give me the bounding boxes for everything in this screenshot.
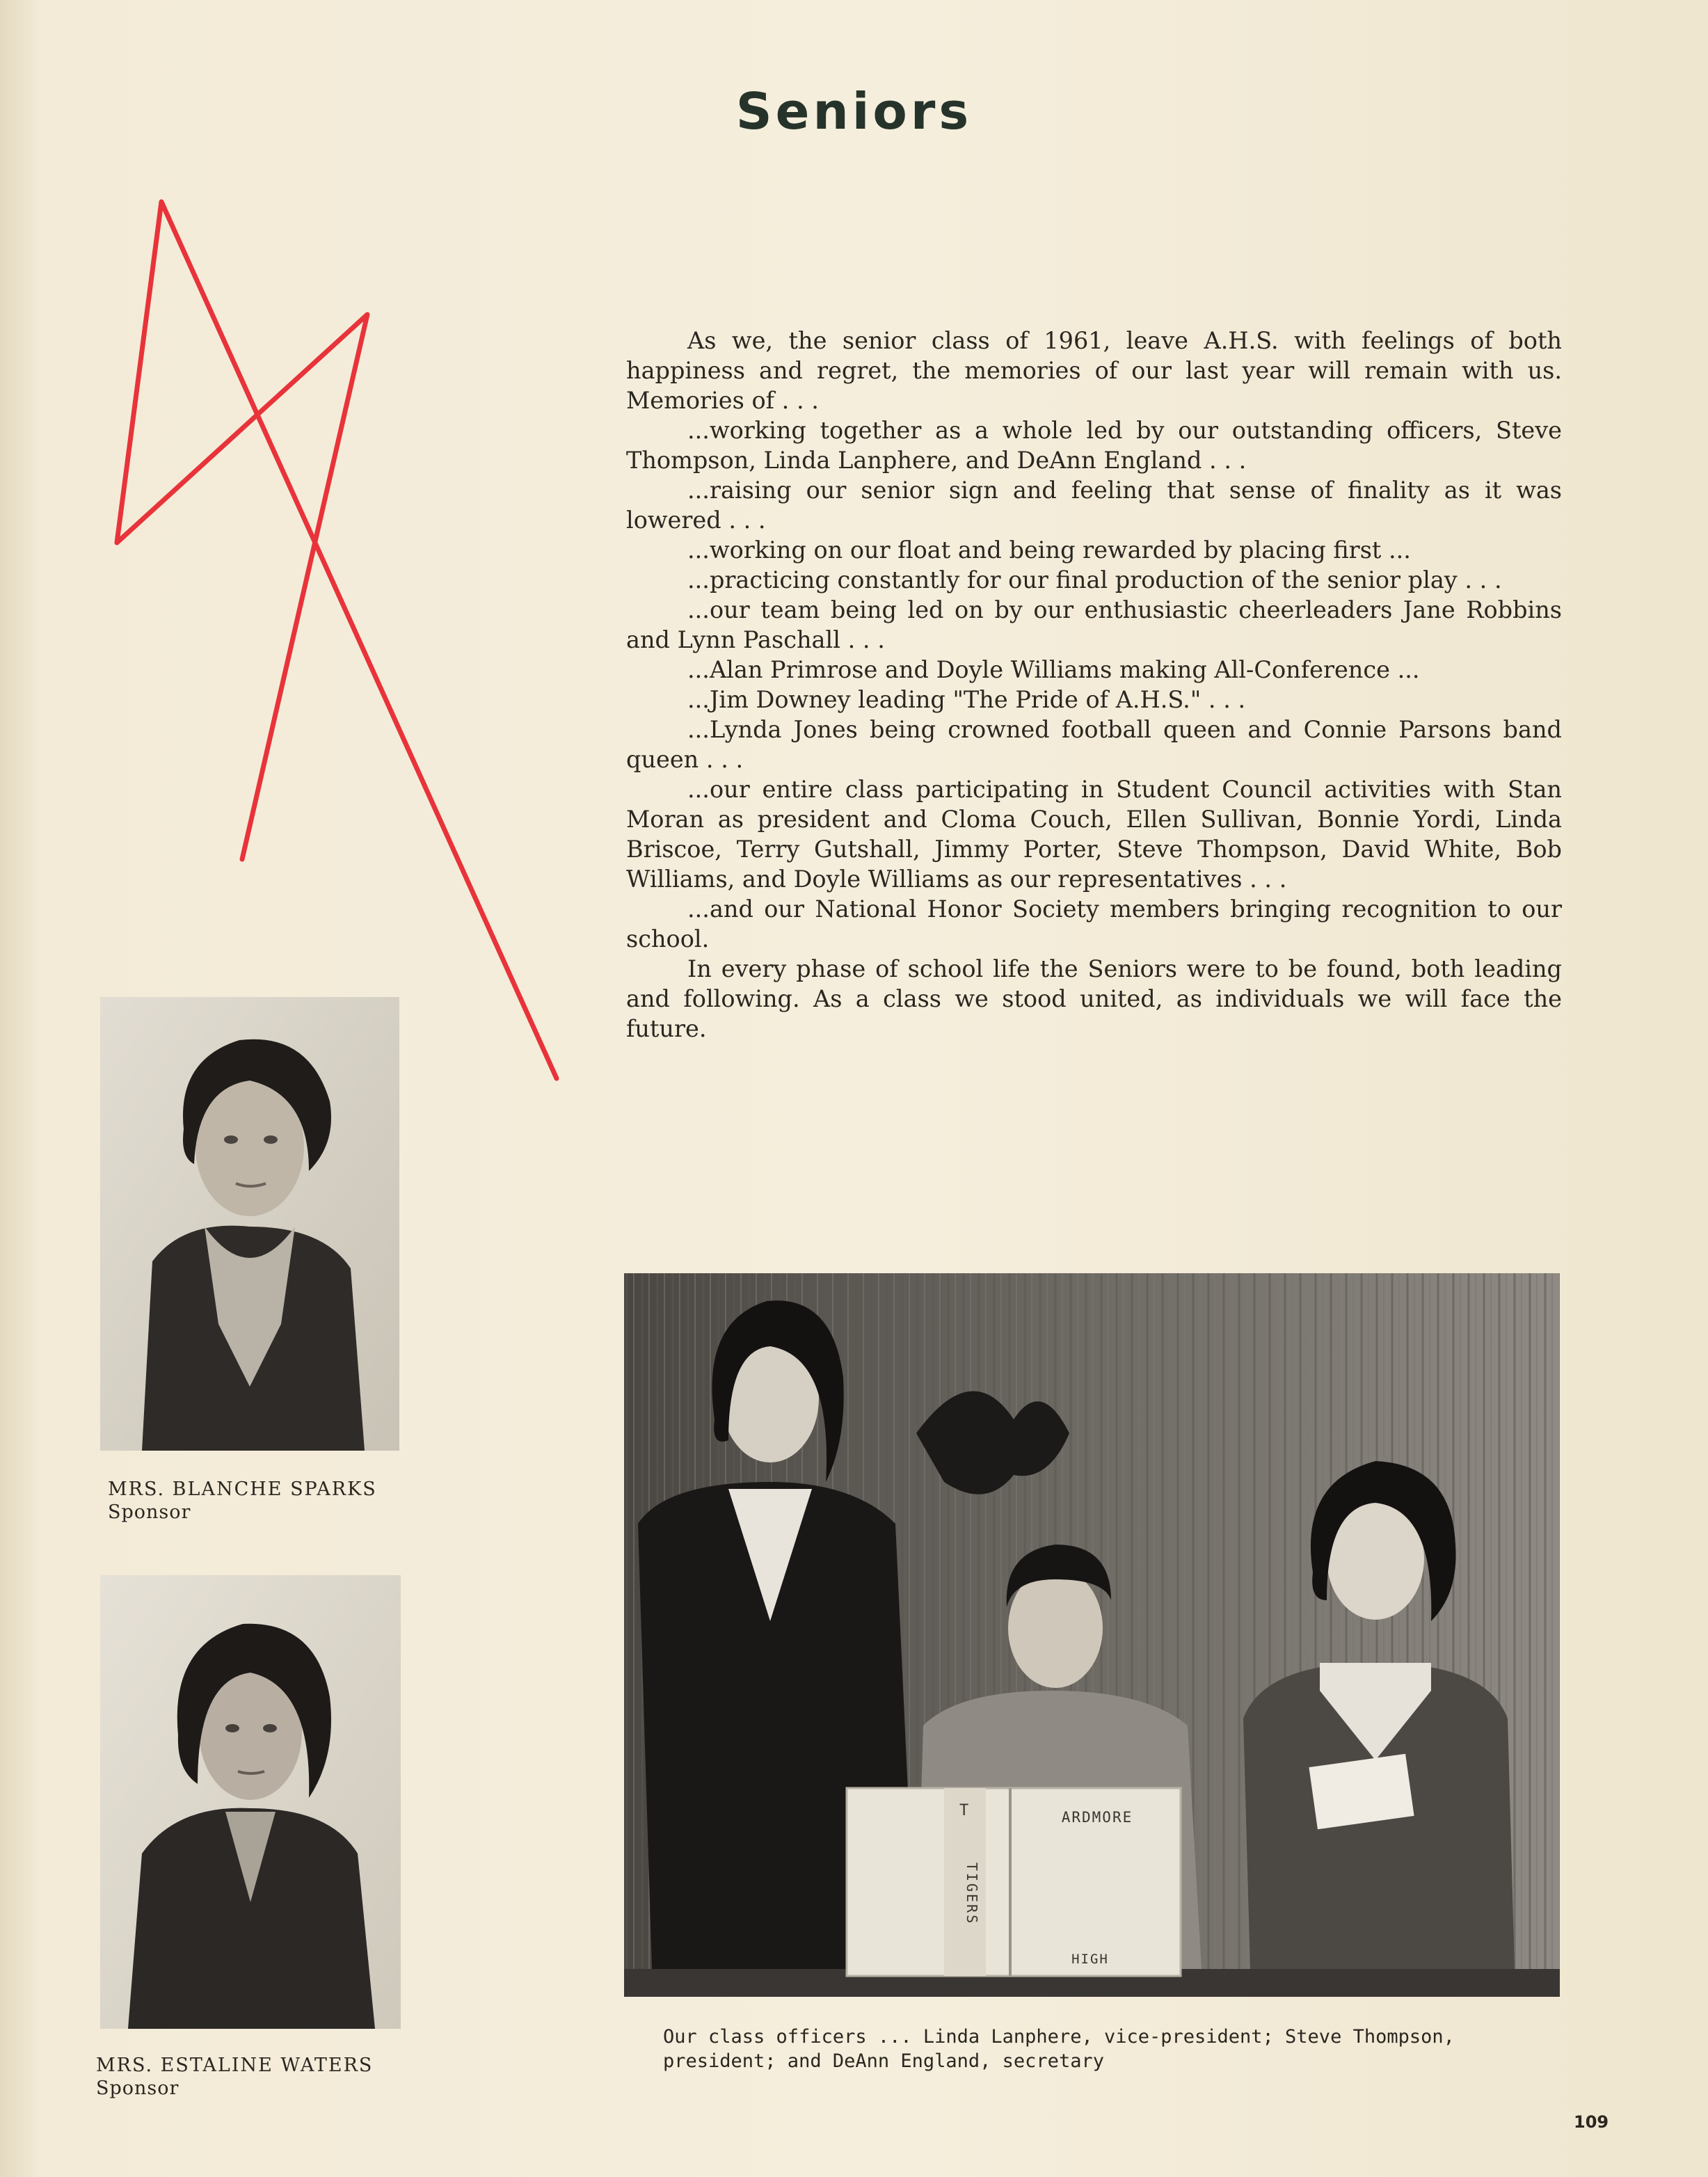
sponsor-name: MRS. ESTALINE WATERS [96, 2055, 374, 2076]
intro-paragraph: ...and our National Honor Society members bringing recognition to our school. [626, 895, 1562, 952]
intro-paragraph: ...Jim Downey leading "The Pride of A.H.S." . . . [687, 686, 1246, 713]
monogram-decoration [104, 188, 577, 1092]
officers-caption: Our class officers ... Linda Lanphere, vice-president; Steve Thompson, president; and DeAnn England, secretary [663, 2026, 1455, 2072]
intro-paragraph: ...practicing constantly for our final production of the senior play . . . [687, 566, 1502, 593]
sponsor-photo-waters [100, 1575, 401, 2029]
intro-paragraph: ...our team being led on by our enthusiastic cheerleaders Jane Robbins and Lynn Paschall . . . [626, 596, 1562, 653]
monogram-stroke-b [117, 314, 367, 859]
book-spine-word: TIGERS [964, 1862, 980, 1926]
page-title: Seniors [735, 82, 973, 141]
sponsor-caption-sparks [108, 1478, 428, 1524]
intro-paragraph: As we, the senior class of 1961, leave A.H.S. with feelings of both happiness and regret, the memories of our last year will remain with us. Memories of . . . [626, 327, 1562, 414]
sponsor-photo-sparks [100, 997, 399, 1451]
page-number: 109 [1574, 2112, 1609, 2132]
book-title-bottom: HIGH [1071, 1952, 1109, 1967]
intro-paragraph: ...Alan Primrose and Doyle Williams making All-Conference ... [687, 656, 1420, 683]
book-title-top: ARDMORE [1061, 1809, 1133, 1826]
officers-photo [624, 1273, 1560, 1997]
sponsor-role: Sponsor [96, 2078, 179, 2099]
intro-text [626, 326, 1562, 1044]
sponsor-caption-waters [96, 2054, 430, 2100]
intro-paragraph: In every phase of school life the Seniors were to be found, both leading and following. As a class we stood united, as individuals we will face the future. [626, 955, 1562, 1042]
book-spine-letter: T [959, 1802, 969, 1819]
intro-paragraph: ...our entire class participating in Student Council activities with Stan Moran as president and Cloma Couch, Ellen Sullivan, Bonnie Yordi, Linda Briscoe, Terry Gutshall, Jimmy Porter, Steve Thompson, David White, Bob Williams, and Doyle Williams as our representatives . . . [626, 776, 1562, 893]
monogram-stroke-a [117, 202, 557, 1078]
sponsor-role: Sponsor [108, 1501, 191, 1523]
intro-paragraph: ...Lynda Jones being crowned football queen and Connie Parsons band queen . . . [626, 716, 1562, 773]
intro-paragraph: ...working together as a whole led by our outstanding officers, Steve Thompson, Linda Lanphere, and DeAnn England . . . [626, 417, 1562, 474]
intro-paragraph: ...working on our float and being rewarded by placing first ... [687, 536, 1411, 564]
intro-paragraph: ...raising our senior sign and feeling that sense of finality as it was lowered . . . [626, 477, 1562, 534]
sponsor-name: MRS. BLANCHE SPARKS [108, 1478, 377, 1500]
